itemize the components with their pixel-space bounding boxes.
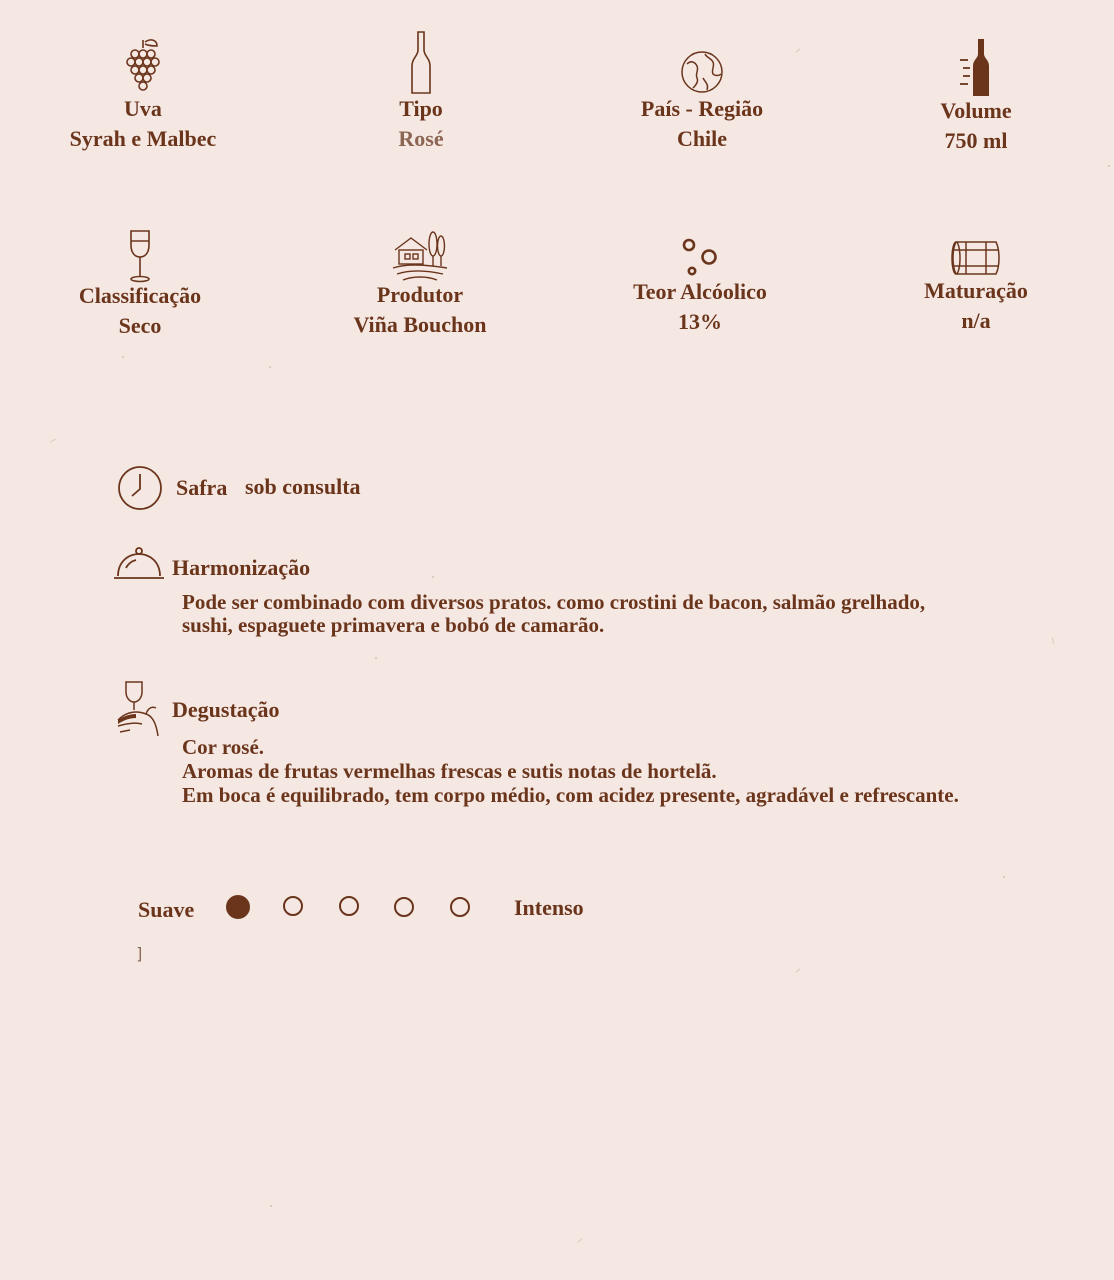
- attr-classificacao: [60, 229, 220, 339]
- scale-max-label: Intenso: [514, 895, 584, 920]
- attr-value: Syrah e Malbec: [69, 126, 217, 151]
- tasting-icon: [116, 680, 162, 740]
- grape-icon: [123, 36, 163, 96]
- attr-value: 750 ml: [944, 128, 1008, 153]
- attr-tipo: [336, 30, 506, 152]
- paper-speck: [795, 48, 800, 53]
- bottle-volume-icon: [956, 36, 996, 98]
- attr-maturacao: [904, 238, 1048, 334]
- scale-dot-3: [339, 896, 359, 916]
- attr-produtor: [334, 228, 506, 338]
- attr-value: Chile: [676, 126, 728, 151]
- globe-icon: [679, 48, 725, 96]
- degustacao-title: Degustação: [172, 697, 280, 722]
- attr-value: n/a: [961, 308, 991, 333]
- paper-speck: [269, 366, 271, 368]
- attr-uva: [58, 36, 228, 152]
- degustacao-line: Cor rosé.: [182, 735, 265, 759]
- harmonizacao-text: [182, 591, 1062, 637]
- attr-volume: [906, 36, 1046, 154]
- scale-dot-4: [394, 897, 414, 917]
- safra-value: sob consulta: [245, 474, 361, 499]
- harmonizacao-line: sushi, espaguete primavera e bobó de camarão.: [182, 613, 605, 637]
- attr-value: 13%: [678, 309, 722, 334]
- scale-dot-1: [226, 895, 250, 919]
- paper-speck: [1052, 637, 1054, 643]
- scale-dot-2: [283, 896, 303, 916]
- degustacao-text: [182, 735, 1082, 807]
- attr-label: Teor Alcóolico: [633, 279, 767, 304]
- attr-label: Volume: [940, 98, 1012, 123]
- attr-label: Produtor: [376, 282, 464, 307]
- paper-speck: [122, 356, 124, 358]
- cloche-icon: [112, 546, 166, 582]
- scale-dot-5: [450, 897, 470, 917]
- attr-teor-alcoolico: [612, 235, 788, 335]
- paper-speck: [270, 1205, 272, 1207]
- attr-value: Seco: [118, 313, 162, 338]
- harmonizacao-title: Harmonização: [172, 555, 311, 580]
- bottle-icon: [409, 30, 433, 96]
- paper-speck: [795, 968, 800, 973]
- attr-label: Classificação: [78, 283, 202, 308]
- attr-value: Rosé: [398, 126, 444, 151]
- degustacao-line: Aromas de frutas vermelhas frescas e sutis notas de hortelã.: [182, 759, 717, 783]
- safra-label: Safra: [176, 475, 228, 500]
- attr-label: Uva: [124, 96, 162, 121]
- attr-pais-regiao: [612, 48, 792, 152]
- attr-label: País - Região: [640, 96, 764, 121]
- attr-value: Viña Bouchon: [353, 312, 487, 337]
- winery-icon: [391, 228, 449, 282]
- paper-speck: [577, 1238, 582, 1243]
- clock-icon: [116, 464, 164, 512]
- harmonizacao-line: Pode ser combinado com diversos pratos. como crostini de bacon, salmão grelhado,: [182, 590, 926, 614]
- stray-mark: ]: [135, 944, 145, 963]
- scale-min-label: Suave: [138, 897, 195, 922]
- paper-speck: [1108, 165, 1110, 167]
- attr-label: Tipo: [399, 96, 443, 121]
- paper-speck: [375, 657, 377, 659]
- paper-speck: [1003, 876, 1005, 878]
- attr-label: Maturação: [924, 278, 1028, 303]
- bubbles-icon: [680, 235, 720, 279]
- paper-speck: [50, 439, 56, 443]
- degustacao-line: Em boca é equilibrado, tem corpo médio, com acidez presente, agradável e refrescante.: [182, 783, 959, 807]
- barrel-icon: [950, 238, 1002, 278]
- wine-glass-icon: [127, 229, 153, 283]
- paper-speck: [432, 576, 434, 578]
